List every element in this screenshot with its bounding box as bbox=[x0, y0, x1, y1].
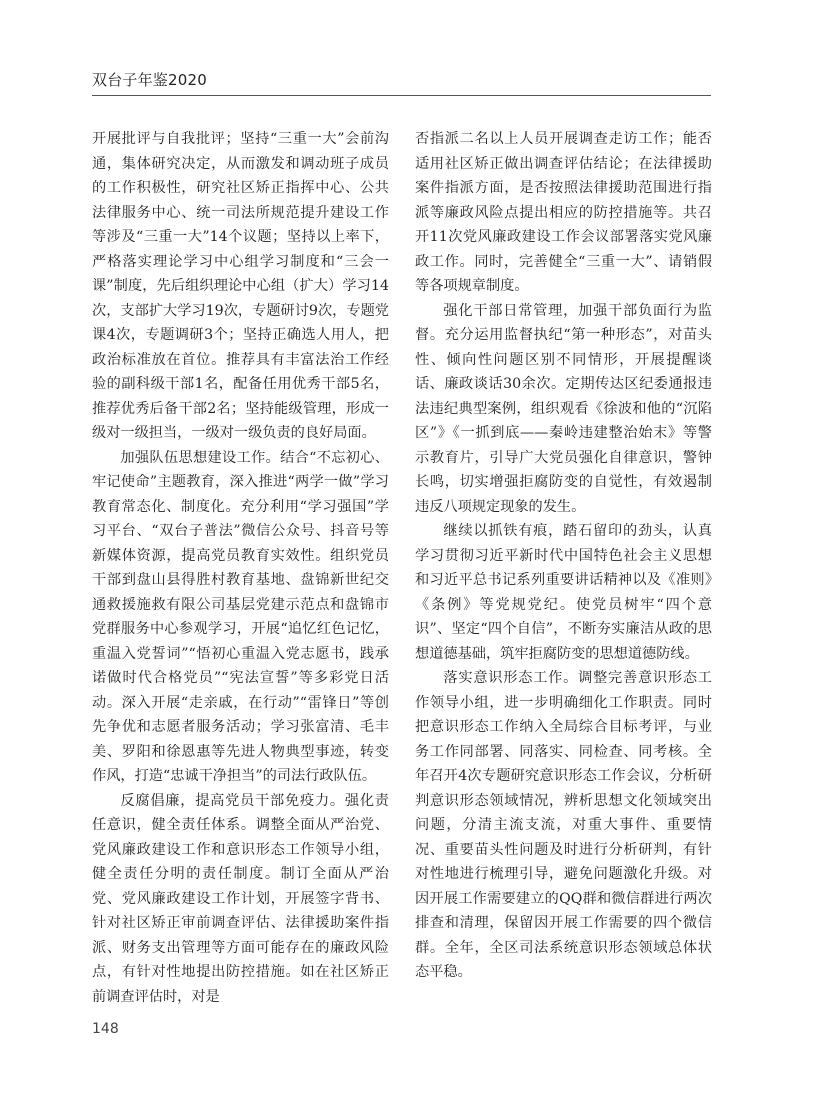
paragraph-continued: 否指派二名以上人员开展调查走访工作；能否适用社区矫正做出调查评估结论；在法律援助案件指派方面，是否按照法律援助范围进行指派等廉政风险点提出相应的防控措施等。共召开11次党风廉政建设工作会议部署落实党风廉政工作。同时，完善健全“三重一大”、请销假等各项规章制度。 bbox=[415, 131, 712, 294]
left-text-column bbox=[92, 127, 389, 1009]
running-header-title: 双台子年鉴2020 bbox=[92, 71, 207, 89]
paragraph-continued: 开展批评与自我批评；坚持“三重一大”会前沟通，集体研究决定，从而激发和调动班子成员的工作积极性，研究社区矫正指挥中心、公共法律服务中心、统一司法所规范提升建设工作等涉及“三重一大”14个议题；坚持以上率下，严格落实理论学习中心组学习制度和“三会一课”制度，先后组织理论中心组（扩大）学习14次，支部扩大学习19次，专题研讨9次，专题党课4次，专题调研3个；坚持正确选人用人，把政治标准放在首位。推荐具有丰富法治工作经验的副科级干部1名，配备任用优秀干部5名，推荐优秀后备干部2名；坚持能级管理，形成一级对一级担当，一级对一级负责的良好局面。 bbox=[92, 131, 389, 441]
paragraph-party-discipline: 继续以抓铁有痕，踏石留印的劲头，认真学习贯彻习近平新时代中国特色社会主义思想和习近平总书记系列重要讲话精神以及《准则》《条例》等党规党纪。使党员树牢“四个意识”、坚定“四个自信”，不断夯实廉洁从政的思想道德基础，筑牢拒腐防变的思想道德防线。 bbox=[415, 523, 712, 662]
paragraph-anti-corruption: 反腐倡廉，提高党员干部免疫力。强化责任意识，健全责任体系。调整全面从严治党、党风廉政建设工作和意识形态工作领导小组，健全责任分明的责任制度。制订全面从严治党、党风廉政建设工作计划，开展签字背书、针对社区矫正审前调查评估、法律援助案件指派、财务支出管理等方面可能存在的廉政风险点，有针对性地提出防控措施。如在社区矫正前调查评估时，对是 bbox=[92, 792, 389, 1005]
header-divider bbox=[92, 95, 711, 96]
paragraph-ideology-work: 落实意识形态工作。调整完善意识形态工作领导小组，进一步明确细化工作职责。同时把意识形态工作纳入全局综合目标考评，与业务工作同部署、同落实、同检查、同考核。全年召开4次专题研究意识形态工作会议，分析研判意识形态领域情况，辨析思想文化领域突出问题，分清主流支流，对重大事件、重要情况、重要苗头性问题及时进行分析研判，有针对性地进行梳理引导，避免问题激化升级。对因开展工作需要建立的QQ群和微信群进行两次排查和清理，保留因开展工作需要的四个微信群。全年，全区司法系统意识形态领域总体状态平稳。 bbox=[415, 670, 712, 980]
paragraph-team-ideology: 加强队伍思想建设工作。结合“不忘初心、牢记使命”主题教育，深入推进“两学一做”学习教育常态化、制度化。充分利用“学习强国”学习平台、“双台子普法”微信公众号、抖音号等新媒体资源，提高党员教育实效性。组织党员干部到盘山县得胜村教育基地、盘锦新世纪交通救援施救有限公司基层党建示范点和盘锦市党群服务中心参观学习，开展“追忆红色记忆，重温入党誓词”“悟初心重温入党志愿书，践承诺做时代合格党员”“宪法宣誓”等多彩党日活动。深入开展“走亲戚，在行动”“雷锋日”等创先争优和志愿者服务活动；学习张富清、毛丰美、罗阳和徐恩惠等先进人物典型事迹，转变作风，打造“忠诚干净担当”的司法行政队伍。 bbox=[92, 449, 389, 784]
paragraph-cadre-management: 强化干部日常管理，加强干部负面行为监督。充分运用监督执纪“第一种形态”，对苗头性、倾向性问题区别不同情形，开展提醒谈话、廉政谈话30余次。定期传达区纪委通报违法违纪典型案例，组织观看《徐波和他的“沉陷区”》《一抓到底——秦岭违建整治始末》等警示教育片，引导广大党员强化自律意识，警钟长鸣，切实增强拒腐防变的自觉性，有效遏制违反八项规定现象的发生。 bbox=[415, 302, 712, 515]
right-text-column bbox=[415, 127, 712, 985]
page-number: 148 bbox=[92, 1021, 119, 1037]
